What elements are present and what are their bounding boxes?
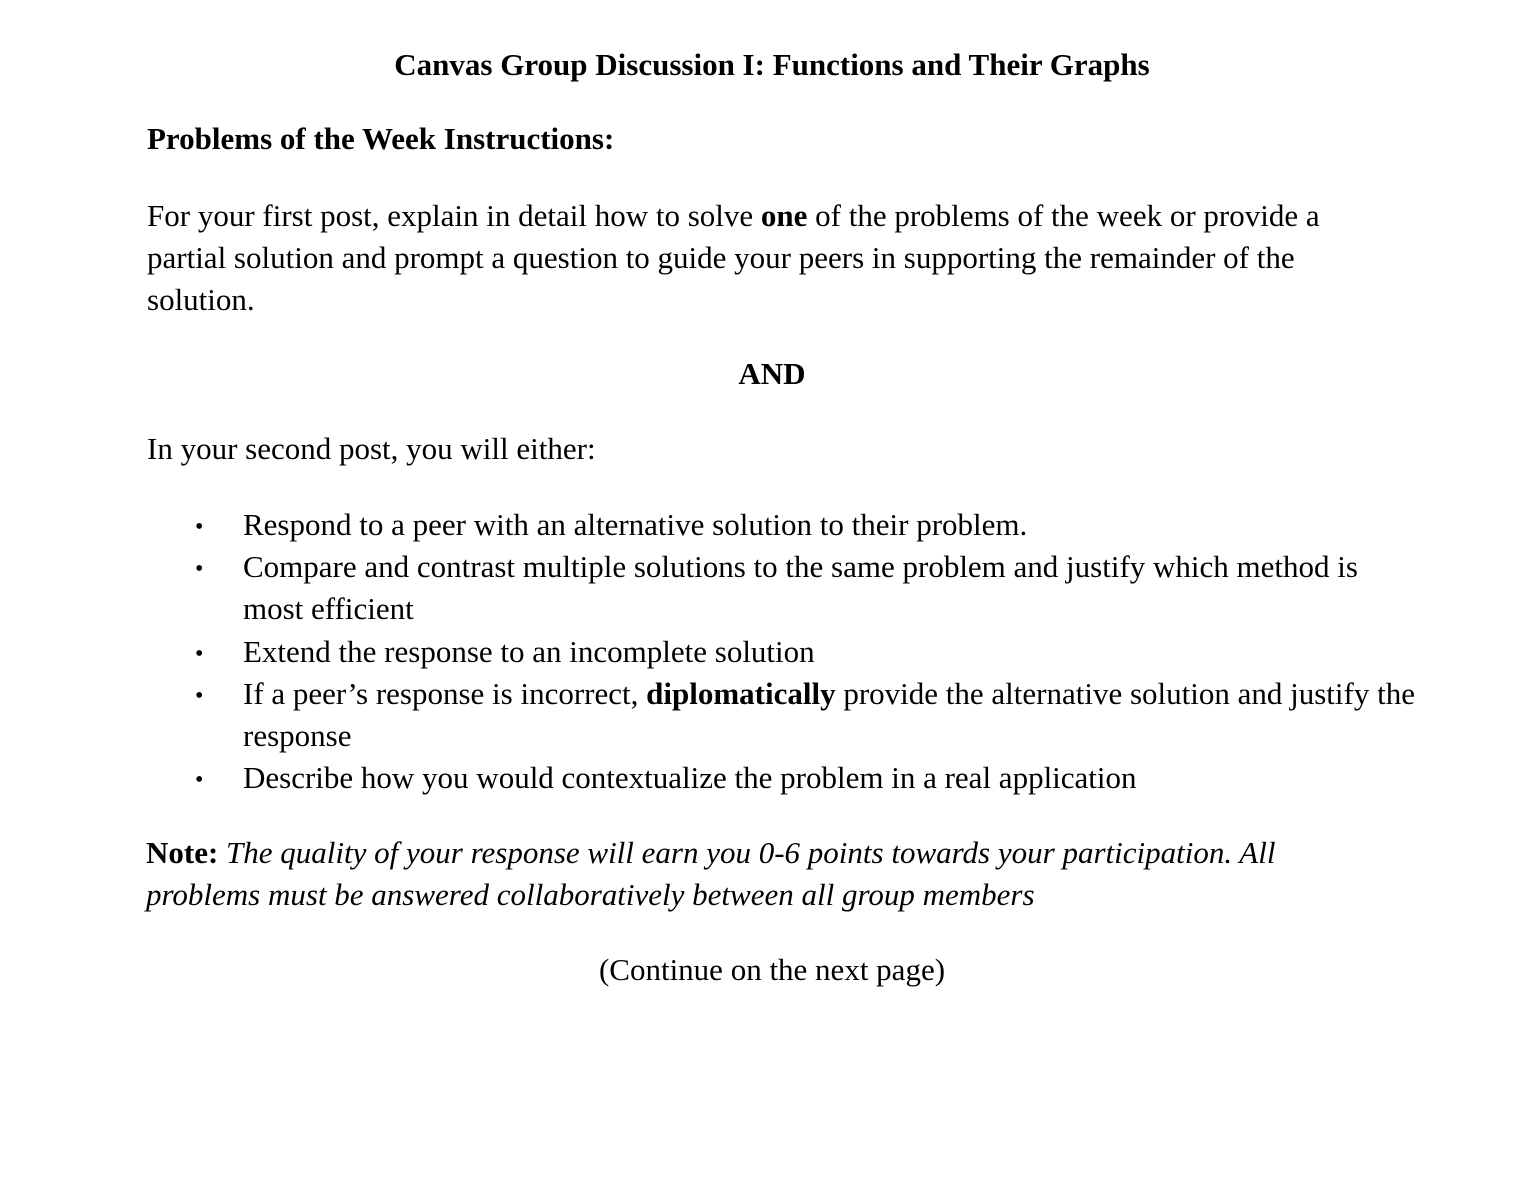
continue-notice: (Continue on the next page) [598, 952, 946, 987]
bullet-icon: • [195, 514, 204, 540]
list-item [147, 757, 1417, 799]
first-post-text-start: For your first post, explain in detail how to solve [147, 198, 761, 233]
list-item-text-start: If a peer’s response is incorrect, [243, 675, 647, 711]
bullet-icon: • [195, 767, 204, 794]
list-item [147, 546, 1417, 630]
list-item-text: Extend the response to an incomplete solution [243, 633, 815, 669]
bullet-icon: • [195, 640, 204, 667]
note-label: Note: [146, 835, 219, 870]
options-list [147, 504, 1417, 799]
second-post-intro: In your second post, you will either: [147, 431, 596, 466]
list-item-text-end: provide the alternative solution and justify the response [243, 675, 1415, 754]
document-title: Canvas Group Discussion I: Functions and Their Graphs [394, 47, 1150, 82]
instructions-heading: Problems of the Week Instructions: [147, 121, 615, 156]
list-item [147, 504, 1417, 546]
bullet-icon: • [195, 682, 204, 709]
and-separator: AND [738, 356, 806, 391]
list-item-text: Describe how you would contextualize the problem in a real application [243, 760, 1137, 796]
list-item [147, 631, 1417, 673]
note-paragraph [146, 832, 1366, 916]
first-post-text-end: of the problems of the week or provide a partial solution and prompt a question to guide your peers in supporting the remainder of the solution. [147, 198, 1320, 317]
note-text: The quality of your response will earn you 0-6 points towards your participation. All problems must be answered collaboratively between all group members [146, 835, 1276, 912]
bullet-icon: • [195, 556, 204, 583]
list-item-text: Compare and contrast multiple solutions to the same problem and justify which method is most efficient [243, 549, 1358, 627]
list-item-text: Respond to a peer with an alternative solution to their problem. [243, 507, 1028, 542]
list-item-emphasis: diplomatically [646, 675, 836, 711]
first-post-paragraph [147, 195, 1397, 321]
first-post-emphasis: one [760, 198, 808, 233]
list-item [147, 673, 1417, 757]
